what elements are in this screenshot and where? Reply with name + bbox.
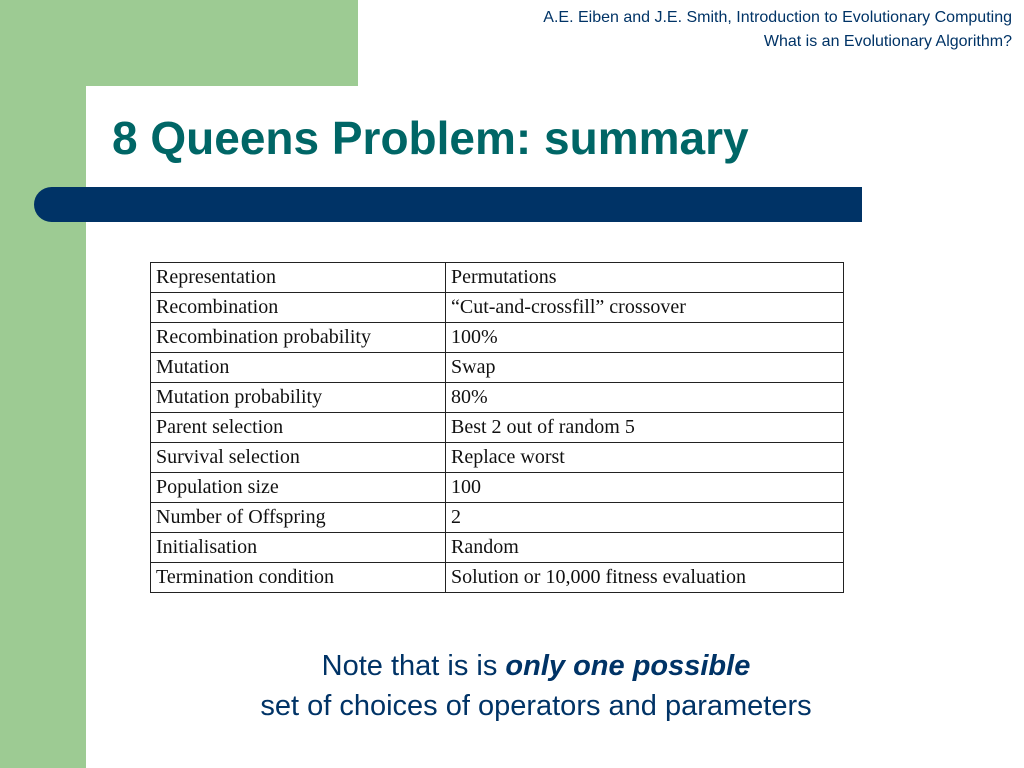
row-value: 80% (446, 383, 844, 413)
table-row (151, 443, 844, 473)
row-key: Recombination probability (151, 323, 446, 353)
row-value: 100% (446, 323, 844, 353)
table-row (151, 533, 844, 563)
table-row (151, 323, 844, 353)
row-value: Swap (446, 353, 844, 383)
table-row (151, 413, 844, 443)
table-row (151, 293, 844, 323)
row-value: 2 (446, 503, 844, 533)
parameter-table (150, 262, 844, 593)
table-row (151, 383, 844, 413)
table-row (151, 503, 844, 533)
title-divider-bar (34, 187, 862, 222)
header-chapter-title: What is an Evolutionary Algorithm? (763, 33, 1012, 50)
row-key: Mutation probability (151, 383, 446, 413)
table-row (151, 263, 844, 293)
row-key: Recombination (151, 293, 446, 323)
slide-header (543, 6, 1012, 54)
row-value: 100 (446, 473, 844, 503)
background-green-strip (0, 0, 86, 768)
row-key: Termination condition (151, 563, 446, 593)
note-emphasis: only one possible (505, 650, 751, 682)
header-book-title: A.E. Eiben and J.E. Smith, Introduction to Evolutionary Computing (543, 9, 1012, 26)
row-key: Parent selection (151, 413, 446, 443)
row-value: Random (446, 533, 844, 563)
row-key: Initialisation (151, 533, 446, 563)
row-key: Population size (151, 473, 446, 503)
row-value: Permutations (446, 263, 844, 293)
row-value: Solution or 10,000 fitness evaluation (446, 563, 844, 593)
table-row (151, 563, 844, 593)
row-key: Mutation (151, 353, 446, 383)
note-line-1 (150, 646, 922, 686)
note-line-2: set of choices of operators and parameters (260, 690, 812, 722)
slide-note (150, 646, 922, 726)
row-value: Best 2 out of random 5 (446, 413, 844, 443)
row-value: “Cut-and-crossfill” crossover (446, 293, 844, 323)
table-row (151, 353, 844, 383)
table-row (151, 473, 844, 503)
row-key: Number of Offspring (151, 503, 446, 533)
row-value: Replace worst (446, 443, 844, 473)
slide-title: 8 Queens Problem: summary (112, 112, 749, 164)
background-green-block (0, 0, 358, 86)
row-key: Representation (151, 263, 446, 293)
row-key: Survival selection (151, 443, 446, 473)
note-prefix: Note that is is (321, 650, 506, 682)
